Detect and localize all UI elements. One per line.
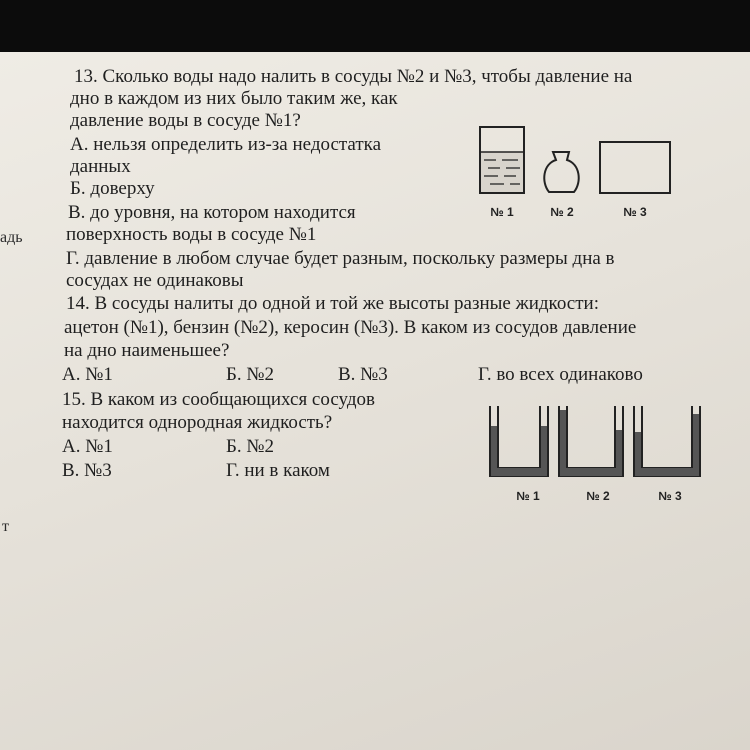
vessel-2-label: № 2 (550, 205, 574, 219)
question-13-answer-a: данных (70, 156, 131, 177)
communicating-vessels-figure-15 (482, 400, 712, 510)
question-15-text: находится однородная жидкость? (62, 412, 333, 433)
question-13-text: дно в каждом из них было таким же, как (70, 88, 398, 109)
vessel-1-illustration (480, 127, 524, 193)
question-14-answer-g: Г. во всех одинаково (478, 364, 643, 385)
u-tube-1-label: № 1 (516, 489, 540, 503)
question-15-answer-g: Г. ни в каком (226, 460, 330, 481)
question-14-answer-a: А. №1 (62, 364, 113, 385)
question-13-answer-v: поверхность воды в сосуде №1 (66, 224, 317, 245)
u-tube-2-illustration (559, 406, 623, 476)
u-tube-3-illustration (634, 406, 700, 476)
question-14-text: на дно наименьшее? (64, 340, 230, 361)
question-15-answer-v: В. №3 (62, 460, 112, 481)
question-13-answer-a: А. нельзя определить из-за недостатка (70, 134, 382, 155)
question-13-answer-g: сосудах не одинаковы (66, 270, 244, 291)
vessels-figure-13 (470, 120, 680, 225)
question-14-text: 14. В сосуды налиты до одной и той же высоты разные жидкости: (66, 293, 599, 314)
edge-text-fragment: адь (0, 229, 23, 246)
question-15-answer-a: А. №1 (62, 436, 113, 457)
question-15-answer-b: Б. №2 (226, 436, 275, 457)
vessel-3-label: № 3 (623, 205, 647, 219)
question-13-text: давление воды в сосуде №1? (70, 110, 301, 131)
u-tube-1-illustration (490, 406, 548, 476)
question-13-answer-g: Г. давление в любом случае будет разным, поскольку размеры дна в (66, 248, 615, 269)
vessel-2-illustration (544, 152, 578, 192)
vessel-1-label: № 1 (490, 205, 514, 219)
question-13-answer-v: В. до уровня, на котором находится (68, 202, 356, 223)
question-13-text: 13. Сколько воды надо налить в сосуды №2 и №3, чтобы давление на (74, 66, 633, 87)
question-14-answer-v: В. №3 (338, 364, 388, 385)
u-tube-3-label: № 3 (658, 489, 682, 503)
question-14-answer-b: Б. №2 (226, 364, 275, 385)
edge-text-fragment: т (2, 518, 9, 535)
question-13-answer-b: Б. доверху (70, 178, 155, 199)
question-14-text: ацетон (№1), бензин (№2), керосин (№3). В каком из сосудов давление (64, 317, 637, 338)
vessel-3-illustration (600, 142, 670, 193)
question-15-text: 15. В каком из сообщающихся сосудов (62, 389, 375, 410)
u-tube-2-label: № 2 (586, 489, 610, 503)
